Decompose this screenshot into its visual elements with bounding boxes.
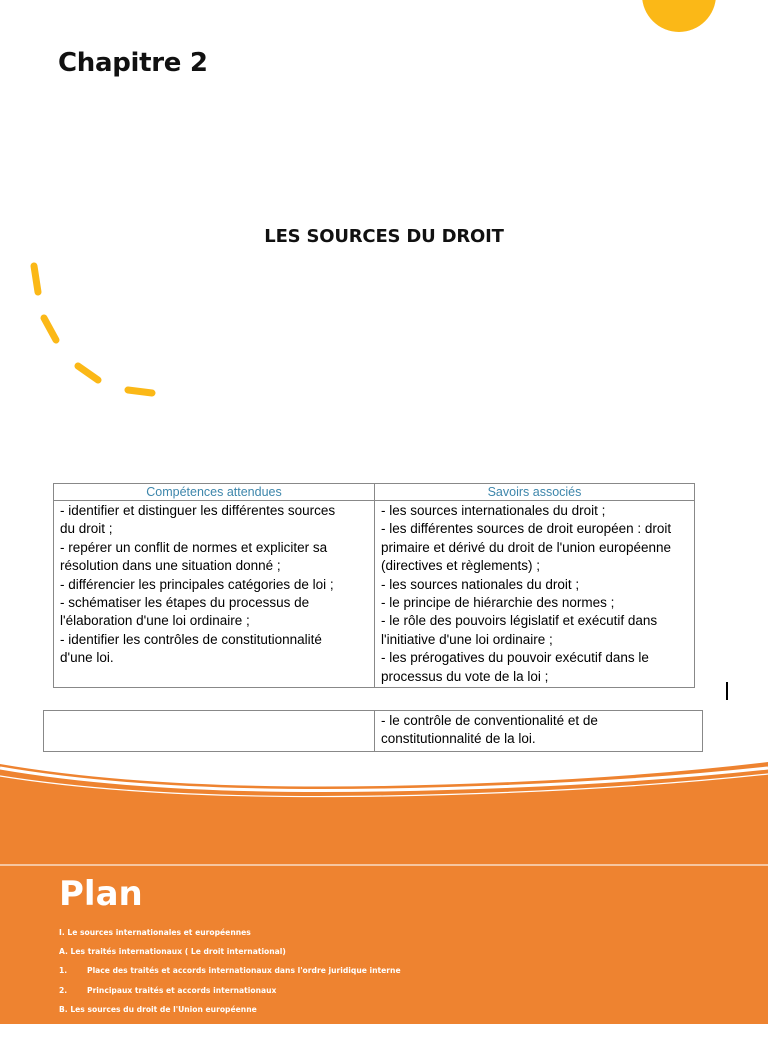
- table-header-competences: Compétences attendues: [54, 484, 375, 501]
- list-item: l'initiative d'une loi ordinaire ;: [381, 631, 553, 647]
- plan-list: [59, 928, 401, 1043]
- competences-table: [53, 483, 695, 688]
- savoirs-cell: [375, 501, 695, 688]
- plan-item: [59, 1024, 401, 1043]
- list-item: - les différentes sources de droit européen : droit: [381, 521, 672, 537]
- plan-item: [59, 966, 401, 985]
- list-item: - le rôle des pouvoirs législatif et exécutif dans: [381, 613, 658, 629]
- list-item: - les prérogatives du pouvoir exécutif dans le: [381, 650, 649, 666]
- list-item: du droit ;: [60, 521, 113, 537]
- competences-cell: [54, 501, 375, 688]
- plan-item-text: Place des traités et accords internationaux dans l'ordre juridique interne: [87, 966, 401, 976]
- list-item: - les sources nationales du droit ;: [381, 576, 580, 592]
- list-item: - identifier les contrôles de constitutionnalité: [60, 631, 322, 647]
- list-item: - le principe de hiérarchie des normes ;: [381, 595, 615, 611]
- list-item: - repérer un conflit de normes et expliciter sa: [60, 539, 328, 555]
- decorative-dashed-arc: [20, 250, 170, 410]
- plan-heading: Plan: [59, 874, 143, 914]
- chapter-heading: Chapitre 2: [58, 48, 208, 78]
- list-item: d'une loi.: [60, 650, 114, 666]
- list-item: - les sources internationales du droit ;: [381, 503, 606, 518]
- decorative-yellow-circle: [642, 0, 716, 32]
- table-row: [54, 501, 695, 688]
- plan-item-text: A. Les traités internationaux ( Le droit international): [59, 947, 286, 957]
- table-header-row: [54, 484, 695, 501]
- plan-item-text: Les principes du droit européen: [87, 1023, 224, 1033]
- text-cursor: [726, 682, 728, 700]
- list-item: l'élaboration d'une loi ordinaire ;: [60, 613, 250, 629]
- list-item: résolution dans une situation donné ;: [60, 558, 281, 574]
- plan-item: [59, 947, 401, 966]
- plan-item: [59, 986, 401, 1005]
- plan-item: [59, 1005, 401, 1024]
- plan-item-number: 1.: [59, 966, 68, 976]
- page-plan: [0, 866, 768, 1033]
- list-item: - identifier et distinguer les différentes sources: [60, 503, 336, 518]
- plan-item-number: 2.: [59, 985, 68, 995]
- page-title: LES SOURCES DU DROIT: [264, 226, 504, 247]
- plan-item: [59, 928, 401, 947]
- list-item: - différencier les principales catégories de loi ;: [60, 576, 334, 592]
- list-item: primaire et dérivé du droit de l'union européenne: [381, 539, 672, 555]
- plan-item-text: Principaux traités et accords internationaux: [87, 985, 277, 995]
- plan-item-text: I. Le sources internationales et européennes: [59, 928, 251, 937]
- list-item: processus du vote de la loi ;: [381, 668, 549, 684]
- list-item: constitutionnalité de la loi.: [381, 731, 536, 747]
- list-item: - schématiser les étapes du processus de: [60, 595, 310, 611]
- list-item: - le contrôle de conventionalité et de: [381, 713, 598, 728]
- decorative-orange-wave: [0, 740, 768, 870]
- list-item: (directives et règlements) ;: [381, 558, 541, 574]
- table-header-savoirs: Savoirs associés: [375, 484, 695, 501]
- plan-item-text: B. Les sources du droit de l'Union européenne: [59, 1004, 257, 1014]
- plan-item-number: 1.: [59, 1023, 68, 1033]
